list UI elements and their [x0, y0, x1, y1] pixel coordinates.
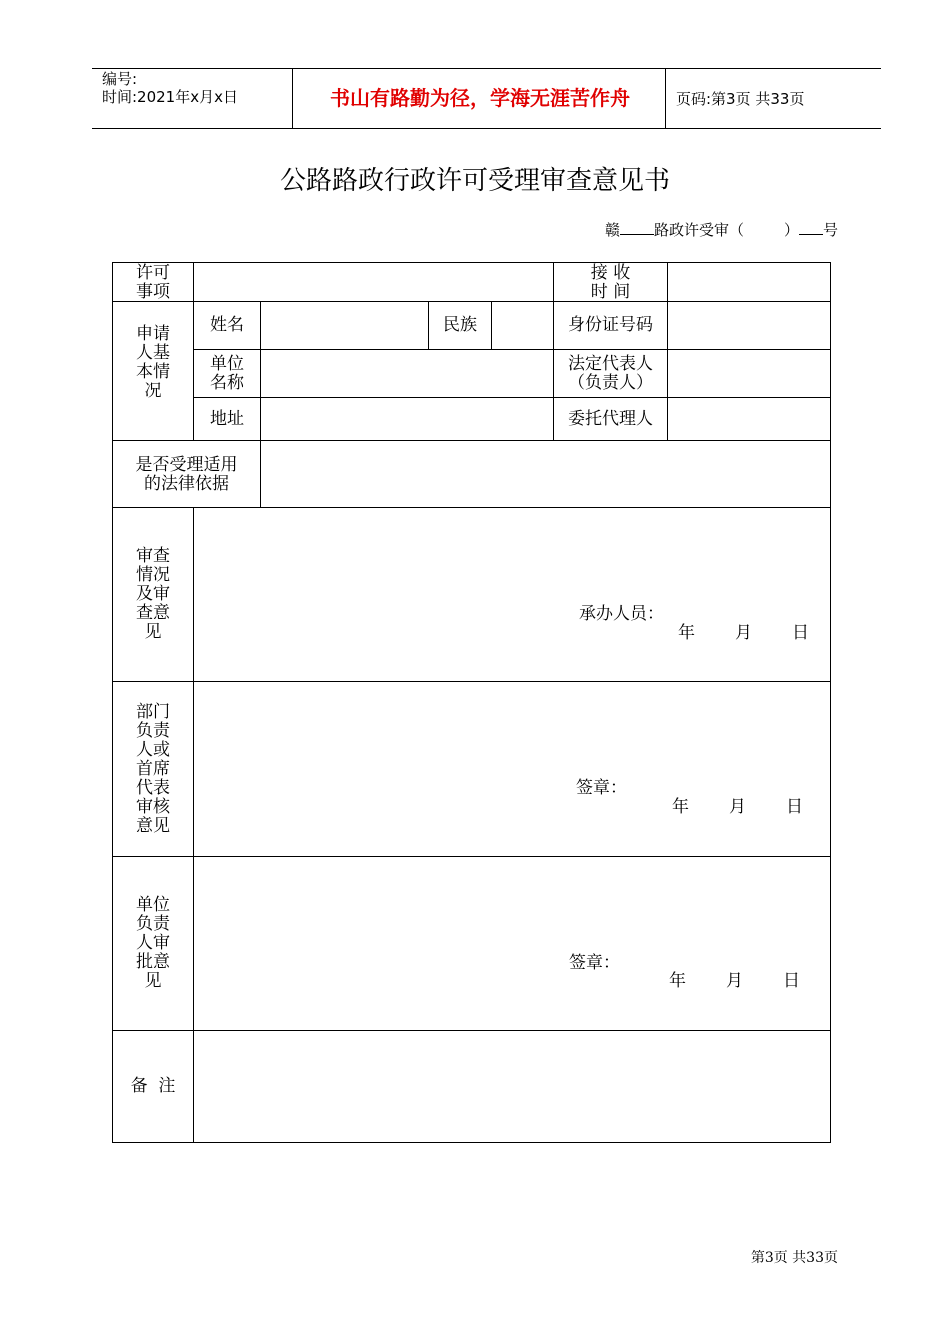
ethnicity-field[interactable] [492, 302, 553, 349]
table-border-bottom [112, 1142, 831, 1143]
unit-date-day: 日 [783, 971, 800, 991]
review-date-year: 年 [678, 623, 695, 643]
page-footer: 第3页 共33页 [750, 1250, 838, 1266]
header-motto: 书山有路勤为径，学海无涯苦作舟 [330, 86, 630, 110]
ref-close: ） [783, 221, 799, 239]
label-ethnicity: 民族 [443, 315, 477, 335]
ref-blank-1[interactable] [620, 220, 654, 235]
label-review-opinion: 审查 情况 及审 查意 见 [136, 546, 170, 642]
receive-time-field[interactable] [668, 263, 830, 301]
unit-date [669, 971, 800, 991]
header-top-rule [92, 68, 881, 69]
review-opinion-field[interactable] [194, 508, 830, 681]
unit-date-month: 月 [726, 971, 743, 991]
unit-name-field[interactable] [261, 350, 553, 397]
legal-rep-field[interactable] [668, 350, 830, 397]
legal-basis-field[interactable] [261, 441, 830, 507]
label-legal-rep: 法定代表人 （负责人） [568, 354, 653, 393]
reference-number [560, 220, 838, 240]
dept-seal-label: 签章： [576, 778, 627, 798]
label-name: 姓名 [210, 315, 244, 335]
label-unit-name: 单位 名称 [210, 354, 244, 393]
address-field[interactable] [261, 398, 553, 440]
ref-middle: 路政许受审（ [653, 221, 744, 239]
permit-item-field[interactable] [194, 263, 553, 301]
ref-blank-3[interactable] [799, 220, 823, 235]
dept-date-month: 月 [729, 797, 746, 817]
document-title: 公路路政行政许可受理审查意见书 [279, 166, 670, 196]
ref-suffix: 号 [822, 221, 838, 239]
review-date [678, 623, 809, 643]
label-receive-time: 接 收 时 间 [590, 263, 631, 302]
label-dept-opinion: 部门 负责 人或 首席 代表 审核 意见 [136, 702, 170, 836]
name-field[interactable] [261, 302, 428, 349]
remarks-field[interactable] [194, 1031, 830, 1142]
label-agent: 委托代理人 [568, 409, 653, 429]
header-time-label: 时间:2021年x月x日 [102, 88, 238, 106]
header-bottom-rule [92, 128, 881, 129]
label-remarks: 备 注 [130, 1076, 176, 1096]
table-border-right [830, 262, 831, 1143]
unit-date-year: 年 [669, 971, 686, 991]
handler-label: 承办人员： [579, 604, 664, 624]
unit-seal-label: 签章： [569, 953, 620, 973]
review-date-month: 月 [735, 623, 752, 643]
unit-opinion-field[interactable] [194, 857, 830, 1030]
ref-prefix: 赣 [604, 221, 620, 239]
ref-blank-2[interactable] [744, 221, 784, 235]
label-permit-item: 许可 事项 [136, 263, 170, 302]
dept-date-year: 年 [672, 797, 689, 817]
header-code-label: 编号: [102, 70, 138, 88]
label-unit-opinion: 单位 负责 人审 批意 见 [136, 895, 170, 991]
label-applicant-info: 申请 人基 本情 况 [136, 324, 170, 401]
dept-date [672, 797, 803, 817]
label-address: 地址 [210, 409, 244, 429]
header-page-label: 页码:第3页 共33页 [676, 90, 805, 108]
id-number-field[interactable] [668, 302, 830, 349]
dept-date-day: 日 [786, 797, 803, 817]
label-id-number: 身份证号码 [568, 315, 653, 335]
label-legal-basis: 是否受理适用 的法律依据 [135, 455, 238, 494]
dept-opinion-field[interactable] [194, 682, 830, 856]
header-divider-left [292, 68, 293, 129]
agent-field[interactable] [668, 398, 830, 440]
review-date-day: 日 [792, 623, 809, 643]
